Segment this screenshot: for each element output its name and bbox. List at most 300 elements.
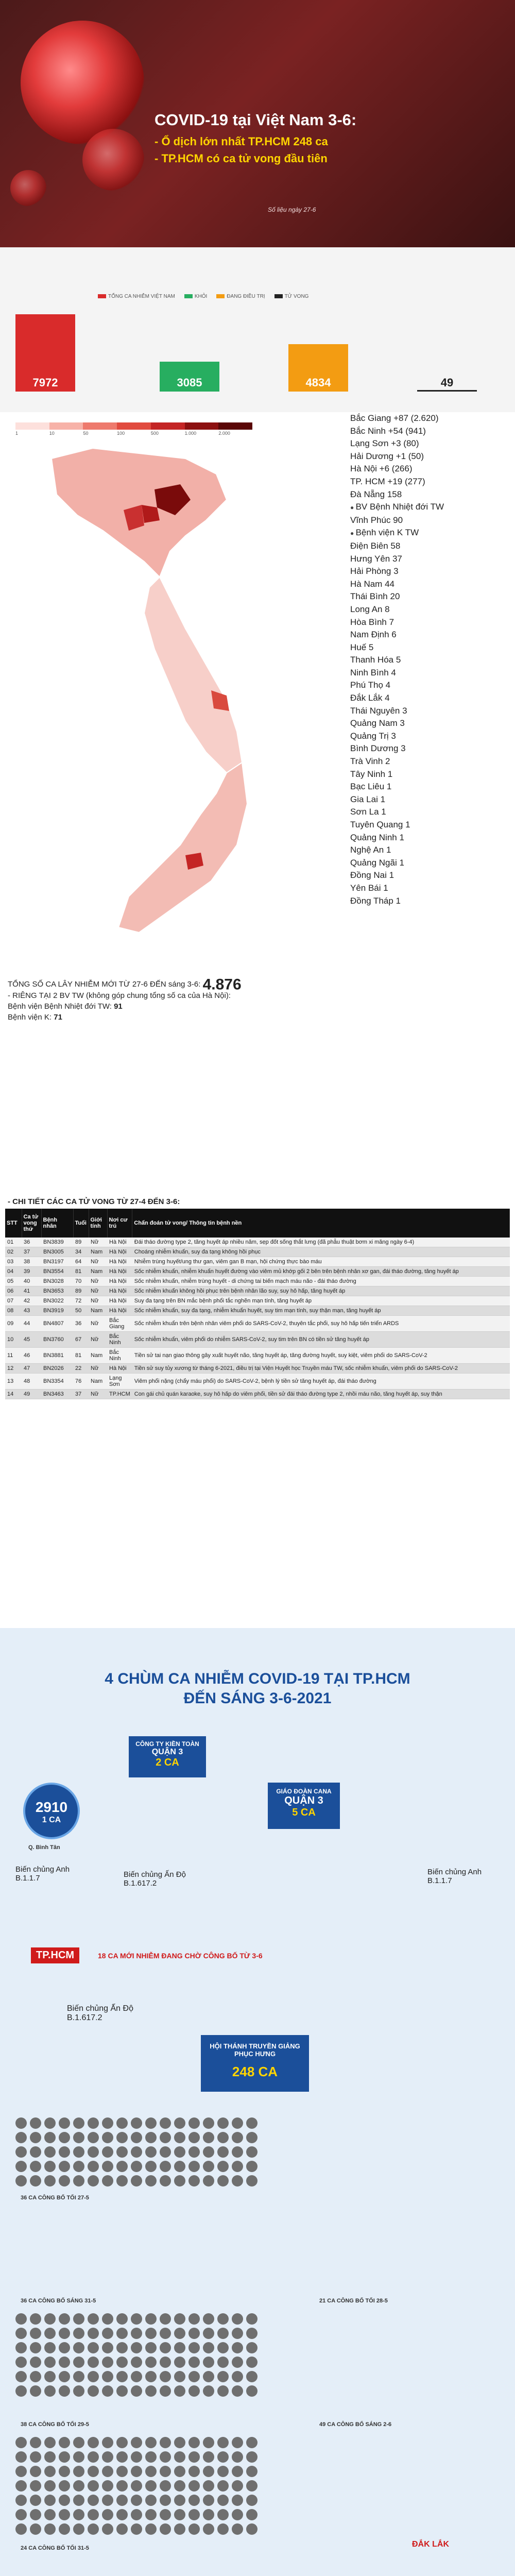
table-header-cell: Chẩn đoán tử vong/ Thông tin bệnh nền <box>132 1209 510 1238</box>
case-dot <box>59 2437 70 2448</box>
table-cell: 39 <box>22 1267 41 1277</box>
case-dot <box>145 2509 157 2520</box>
case-dot <box>131 2146 142 2158</box>
case-dot <box>116 2480 128 2492</box>
totals-label: TỔNG SỐ CA LÂY NHIỄM MỚI TỪ 27-6 ĐẾN sáng 3-6: <box>8 980 201 989</box>
table-cell: Hà Nội <box>107 1238 132 1247</box>
province-item: Quảng Trị 3 <box>350 731 396 741</box>
case-dot <box>246 2371 258 2382</box>
case-dot <box>73 2509 84 2520</box>
case-dot <box>174 2328 185 2339</box>
case-dot <box>15 2117 27 2129</box>
case-dot <box>116 2357 128 2368</box>
scale-cell <box>49 422 83 430</box>
page-title: COVID-19 tại Việt Nam 3-6: <box>154 111 357 129</box>
case-dot <box>73 2146 84 2158</box>
case-dot <box>44 2357 56 2368</box>
case-dot <box>246 2132 258 2143</box>
case-dot <box>88 2466 99 2477</box>
case-dot <box>88 2117 99 2129</box>
case-dot <box>188 2161 200 2172</box>
province-item: TP. HCM +19 (277) <box>350 476 425 486</box>
case-dot <box>30 2175 41 2187</box>
table-body <box>5 1238 510 1399</box>
table-row <box>5 1332 510 1348</box>
group-label-4: 38 CA CÔNG BỐ TỐI 29-5 <box>21 2421 89 2428</box>
table-cell: Nữ <box>89 1389 107 1399</box>
case-dot <box>188 2371 200 2382</box>
legend-item-treating: ĐANG ĐIỀU TRỊ <box>216 294 265 299</box>
case-dot <box>203 2523 214 2535</box>
case-dot <box>203 2313 214 2325</box>
case-dot <box>131 2385 142 2397</box>
case-dot <box>44 2146 56 2158</box>
province-item: Hà Nội +6 (266) <box>350 464 413 474</box>
case-dot <box>102 2371 113 2382</box>
case-dot <box>88 2451 99 2463</box>
case-dot <box>44 2328 56 2339</box>
cluster-1-count: 1 CA <box>42 1816 61 1824</box>
case-dot <box>188 2385 200 2397</box>
scale-tick: 2.000 <box>218 431 230 436</box>
table-cell: 81 <box>73 1348 89 1364</box>
province-item: Đắk Lắk 4 <box>350 693 390 703</box>
case-dot <box>246 2313 258 2325</box>
case-dot <box>102 2495 113 2506</box>
table-cell: BN3005 <box>41 1247 73 1257</box>
case-dot <box>160 2495 171 2506</box>
case-dot <box>217 2371 229 2382</box>
case-dot <box>59 2117 70 2129</box>
case-dot <box>217 2509 229 2520</box>
case-dot <box>102 2313 113 2325</box>
case-dot <box>15 2509 27 2520</box>
province-item: Hà Nam 44 <box>350 579 394 589</box>
case-dot <box>116 2509 128 2520</box>
virus-illustration-tiny <box>10 170 46 206</box>
case-dot <box>30 2146 41 2158</box>
table-cell: 89 <box>73 1238 89 1247</box>
case-dot <box>203 2385 214 2397</box>
case-dot <box>217 2437 229 2448</box>
case-dot <box>15 2328 27 2339</box>
case-dot <box>246 2385 258 2397</box>
group-label-5: 49 CA CÔNG BỐ SÁNG 2-6 <box>319 2421 392 2428</box>
table-cell: Nam <box>89 1306 107 1316</box>
case-dot <box>116 2342 128 2353</box>
case-dot <box>73 2132 84 2143</box>
case-dot <box>15 2466 27 2477</box>
province-item: Lạng Sơn +3 (80) <box>350 438 419 449</box>
table-cell: BN2026 <box>41 1364 73 1374</box>
table-cell: Nam <box>89 1267 107 1277</box>
bar-deaths-value: 49 <box>440 376 454 389</box>
case-dot <box>217 2117 229 2129</box>
case-dot <box>174 2480 185 2492</box>
case-dot <box>203 2509 214 2520</box>
scale-cell <box>117 422 151 430</box>
case-dot <box>59 2175 70 2187</box>
table-cell: Nữ <box>89 1364 107 1374</box>
bar-total-value: 7972 <box>32 376 58 389</box>
case-dot <box>145 2451 157 2463</box>
case-dot <box>232 2509 243 2520</box>
case-dot <box>30 2437 41 2448</box>
case-dot <box>174 2342 185 2353</box>
case-dot <box>145 2466 157 2477</box>
province-item: Nghệ An 1 <box>350 845 391 855</box>
case-dot <box>59 2385 70 2397</box>
case-dot <box>188 2313 200 2325</box>
case-dot <box>131 2342 142 2353</box>
legend-item-deaths: TỬ VONG <box>274 294 309 299</box>
case-dot <box>102 2146 113 2158</box>
case-dot <box>88 2146 99 2158</box>
table-cell: Nữ <box>89 1332 107 1348</box>
province-item: Đồng Nai 1 <box>350 870 394 880</box>
table-cell: 12 <box>5 1364 22 1374</box>
case-dot <box>102 2523 113 2535</box>
case-dot <box>246 2523 258 2535</box>
case-dot <box>232 2342 243 2353</box>
table-cell: 70 <box>73 1277 89 1286</box>
case-dot <box>44 2523 56 2535</box>
case-dot <box>102 2342 113 2353</box>
case-dot <box>232 2357 243 2368</box>
case-dot <box>232 2466 243 2477</box>
table-cell: Sốc nhiễm khuẩn, nhiễm trùng huyết - di chứng tai biến mạch máu não - đái tháo đường <box>132 1277 510 1286</box>
table-header-cell: Giới tính <box>89 1209 107 1238</box>
cluster-3-label: GIÁO ĐOÀN CANA QUẬN 3 5 CA <box>268 1783 340 1829</box>
case-dot <box>15 2480 27 2492</box>
table-row <box>5 1296 510 1306</box>
case-dot <box>246 2495 258 2506</box>
case-dot <box>73 2342 84 2353</box>
table-cell: 81 <box>73 1267 89 1277</box>
case-dot <box>44 2313 56 2325</box>
case-dot <box>145 2328 157 2339</box>
case-dot <box>246 2509 258 2520</box>
bar-treating-value: 4834 <box>305 376 331 389</box>
case-dot <box>203 2480 214 2492</box>
province-item: Hưng Yên 37 <box>350 553 402 564</box>
table-cell: 07 <box>5 1296 22 1306</box>
case-dot <box>116 2117 128 2129</box>
table-header-cell: Ca tử vong thứ <box>22 1209 41 1238</box>
case-dot <box>217 2495 229 2506</box>
case-dot <box>217 2132 229 2143</box>
case-dot <box>145 2161 157 2172</box>
case-dot <box>88 2523 99 2535</box>
table-cell: BN3354 <box>41 1374 73 1389</box>
case-dot <box>102 2357 113 2368</box>
table-cell: Hà Nội <box>107 1296 132 1306</box>
table-row <box>5 1364 510 1374</box>
case-dot <box>174 2313 185 2325</box>
case-dot <box>131 2451 142 2463</box>
table-cell: Nam <box>89 1374 107 1389</box>
case-dot <box>160 2385 171 2397</box>
province-item: Điện Biên 58 <box>350 540 401 551</box>
table-cell: BN3463 <box>41 1389 73 1399</box>
case-dot <box>188 2175 200 2187</box>
table-cell: BN3919 <box>41 1306 73 1316</box>
case-dot <box>232 2175 243 2187</box>
case-dot <box>232 2495 243 2506</box>
province-item: Thái Bình 20 <box>350 591 400 602</box>
deaths-table <box>5 1209 510 1399</box>
case-dot <box>88 2385 99 2397</box>
case-dot <box>145 2117 157 2129</box>
case-dot <box>73 2480 84 2492</box>
case-dot <box>232 2523 243 2535</box>
province-item: Gia Lai 1 <box>350 794 386 804</box>
case-dot <box>131 2328 142 2339</box>
table-cell: 01 <box>5 1238 22 1247</box>
case-dot <box>88 2175 99 2187</box>
case-dot <box>217 2161 229 2172</box>
table-cell: 05 <box>5 1277 22 1286</box>
table-cell: Hà Nội <box>107 1277 132 1286</box>
table-cell: 37 <box>22 1247 41 1257</box>
case-dot <box>188 2451 200 2463</box>
case-dot <box>116 2437 128 2448</box>
case-dot <box>174 2451 185 2463</box>
case-dot <box>88 2328 99 2339</box>
case-dot <box>203 2371 214 2382</box>
case-dot <box>88 2132 99 2143</box>
case-dot <box>30 2357 41 2368</box>
table-cell: Nữ <box>89 1257 107 1267</box>
case-dot <box>160 2342 171 2353</box>
case-dot <box>145 2342 157 2353</box>
case-dot <box>203 2161 214 2172</box>
case-dot <box>174 2385 185 2397</box>
table-cell: 76 <box>73 1374 89 1389</box>
case-dot <box>30 2509 41 2520</box>
table-cell: 42 <box>22 1296 41 1306</box>
case-dot <box>30 2495 41 2506</box>
case-dot <box>232 2371 243 2382</box>
table-cell: 10 <box>5 1332 22 1348</box>
case-dot <box>73 2313 84 2325</box>
table-cell: 03 <box>5 1257 22 1267</box>
case-dot <box>188 2117 200 2129</box>
case-dot <box>188 2132 200 2143</box>
case-dot <box>15 2437 27 2448</box>
province-item: Trà Vinh 2 <box>350 756 390 767</box>
table-cell: 46 <box>22 1348 41 1364</box>
case-dot <box>232 2480 243 2492</box>
case-dot <box>131 2132 142 2143</box>
table-cell: Nữ <box>89 1316 107 1332</box>
case-dot <box>88 2437 99 2448</box>
clusters-title <box>0 1669 515 1708</box>
case-dot <box>131 2523 142 2535</box>
province-item: Thanh Hóa 5 <box>350 655 401 665</box>
table-cell: BN4807 <box>41 1316 73 1332</box>
headline-line-2: - TP.HCM có ca tử vong đầu tiên <box>154 152 328 165</box>
case-dot <box>160 2466 171 2477</box>
province-item: Hải Phòng 3 <box>350 566 399 577</box>
cluster-3-variant: Biến chủng Anh B.1.1.7 <box>427 1868 482 1885</box>
case-dot <box>73 2451 84 2463</box>
table-cell: 67 <box>73 1332 89 1348</box>
table-cell: 38 <box>22 1257 41 1267</box>
case-dot <box>73 2328 84 2339</box>
case-dot <box>116 2385 128 2397</box>
table-cell: Đái tháo đường type 2, tăng huyết áp nhiều năm, sẹp đốt sống thắt lưng (đã phẫu thuật bơm xi măng ngày 6-4) <box>132 1238 510 1247</box>
case-dot <box>174 2146 185 2158</box>
case-dot <box>232 2385 243 2397</box>
case-dot <box>160 2451 171 2463</box>
case-dot <box>188 2480 200 2492</box>
cluster-4-label: HỘI THÁNH TRUYỀN GIẢNG PHỤC HƯNG 248 CA <box>201 2035 309 2092</box>
case-dot <box>145 2146 157 2158</box>
case-dot <box>131 2509 142 2520</box>
table-cell: Sốc nhiễm khuẩn, nhiễm khuẩn huyết đường vào viêm mủ khớp gối 2 bên trên bệnh nhân xơ gan, đái tháo đường, tăng huyết áp <box>132 1267 510 1277</box>
case-dot <box>44 2371 56 2382</box>
case-dot <box>15 2132 27 2143</box>
case-dot <box>188 2523 200 2535</box>
scale-tick: 500 <box>150 431 159 436</box>
table-row <box>5 1247 510 1257</box>
table-header-cell: STT <box>5 1209 22 1238</box>
case-dot <box>44 2132 56 2143</box>
case-dot <box>145 2371 157 2382</box>
nhiet-doi-value: 91 <box>114 1002 123 1011</box>
case-dot <box>88 2161 99 2172</box>
case-dot <box>73 2495 84 2506</box>
case-dot <box>160 2371 171 2382</box>
case-dot <box>88 2342 99 2353</box>
case-dot <box>73 2437 84 2448</box>
scale-cell <box>185 422 219 430</box>
table-cell: Hà Nội <box>107 1364 132 1374</box>
table-cell: Sốc nhiễm khuẩn, suy đa tạng, nhiễm khuẩn huyết, suy tim mạn tính, suy thận mạn, tăng huyết áp <box>132 1306 510 1316</box>
table-cell: Nam <box>89 1348 107 1364</box>
case-dot <box>246 2357 258 2368</box>
case-dot <box>174 2175 185 2187</box>
totals-value: 4.876 <box>202 976 242 993</box>
table-cell: 64 <box>73 1257 89 1267</box>
case-dot <box>30 2313 41 2325</box>
case-dot <box>188 2509 200 2520</box>
table-cell: BN3197 <box>41 1257 73 1267</box>
case-dot <box>174 2161 185 2172</box>
group-label-3: 21 CA CÔNG BỐ TỐI 28-5 <box>319 2298 388 2304</box>
case-dot <box>15 2371 27 2382</box>
case-dot <box>145 2437 157 2448</box>
case-dot <box>116 2523 128 2535</box>
case-dot <box>203 2451 214 2463</box>
case-dot <box>88 2495 99 2506</box>
table-row <box>5 1374 510 1389</box>
case-dot <box>44 2480 56 2492</box>
case-dot <box>88 2480 99 2492</box>
scale-cell <box>15 422 49 430</box>
cluster-1-bubble <box>23 1783 80 1839</box>
case-dot <box>44 2509 56 2520</box>
table-cell: TP.HCM <box>107 1389 132 1399</box>
table-cell: 72 <box>73 1296 89 1306</box>
case-dot <box>88 2371 99 2382</box>
case-dot <box>145 2523 157 2535</box>
table-cell: 36 <box>73 1316 89 1332</box>
group-label-2: 36 CA CÔNG BỐ SÁNG 31-5 <box>21 2298 96 2304</box>
case-dot <box>30 2117 41 2129</box>
case-dot <box>160 2175 171 2187</box>
table-cell: 47 <box>22 1364 41 1374</box>
case-dot <box>160 2523 171 2535</box>
clusters-title-line-1: 4 CHÙM CA NHIỄM COVID-19 TẠI TP.HCM <box>105 1670 410 1687</box>
scale-tick: 10 <box>49 431 55 436</box>
cases-grid-a <box>15 2117 258 2187</box>
table-header-row <box>5 1209 510 1238</box>
case-dot <box>116 2313 128 2325</box>
case-dot <box>160 2132 171 2143</box>
scale-cell <box>218 422 252 430</box>
headline-line-1: - Ổ dịch lớn nhất TP.HCM 248 ca <box>154 135 328 148</box>
case-dot <box>217 2466 229 2477</box>
case-dot <box>246 2146 258 2158</box>
table-cell: 48 <box>22 1374 41 1389</box>
province-item: Thái Nguyên 3 <box>350 705 407 716</box>
case-dot <box>232 2132 243 2143</box>
table-cell: Hà Nội <box>107 1247 132 1257</box>
case-dot <box>73 2117 84 2129</box>
table-cell: Hà Nội <box>107 1267 132 1277</box>
case-dot <box>15 2357 27 2368</box>
table-cell: 41 <box>22 1286 41 1296</box>
case-dot <box>246 2117 258 2129</box>
case-dot <box>188 2146 200 2158</box>
header-banner <box>0 0 515 247</box>
bv-k-value: 71 <box>54 1012 62 1022</box>
case-dot <box>203 2328 214 2339</box>
case-dot <box>160 2357 171 2368</box>
case-dot <box>217 2313 229 2325</box>
table-cell: Suy đa tạng trên BN mắc bệnh phổi tắc nghẽn mạn tính, tăng huyết áp <box>132 1296 510 1306</box>
case-dot <box>102 2132 113 2143</box>
vietnam-map <box>31 443 319 958</box>
province-item: Bạc Liêu 1 <box>350 782 392 792</box>
table-cell: 09 <box>5 1316 22 1332</box>
case-dot <box>246 2328 258 2339</box>
group-label-1: 36 CA CÔNG BỐ TỐI 27-5 <box>21 2195 89 2201</box>
case-dot <box>44 2175 56 2187</box>
case-dot <box>174 2509 185 2520</box>
province-item: Quảng Ngãi 1 <box>350 857 404 868</box>
map-color-scale <box>15 422 252 436</box>
summary-chart <box>0 247 515 412</box>
bac-ninh-hotspot <box>142 505 160 523</box>
case-dot <box>73 2175 84 2187</box>
nhiet-doi-label: Bệnh viện Bệnh Nhiệt đới TW: <box>8 1002 112 1011</box>
case-dot <box>73 2523 84 2535</box>
province-item: Tuyên Quang 1 <box>350 820 410 829</box>
case-dot <box>203 2437 214 2448</box>
pending-cases-note: 18 CA MỚI NHIỄM ĐANG CHỜ CÔNG BỐ TỪ 3-6 <box>98 1952 263 1960</box>
table-cell: Sốc nhiễm khuẩn không hồi phục trên bệnh nhân lão suy, suy hô hấp, tăng huyết áp <box>132 1286 510 1296</box>
bar-deaths <box>417 390 477 392</box>
table-row <box>5 1389 510 1399</box>
case-dot <box>160 2328 171 2339</box>
case-dot <box>217 2480 229 2492</box>
table-cell: BN3881 <box>41 1348 73 1364</box>
province-item: Bắc Giang +87 (2.620) <box>350 413 439 423</box>
case-dot <box>217 2451 229 2463</box>
